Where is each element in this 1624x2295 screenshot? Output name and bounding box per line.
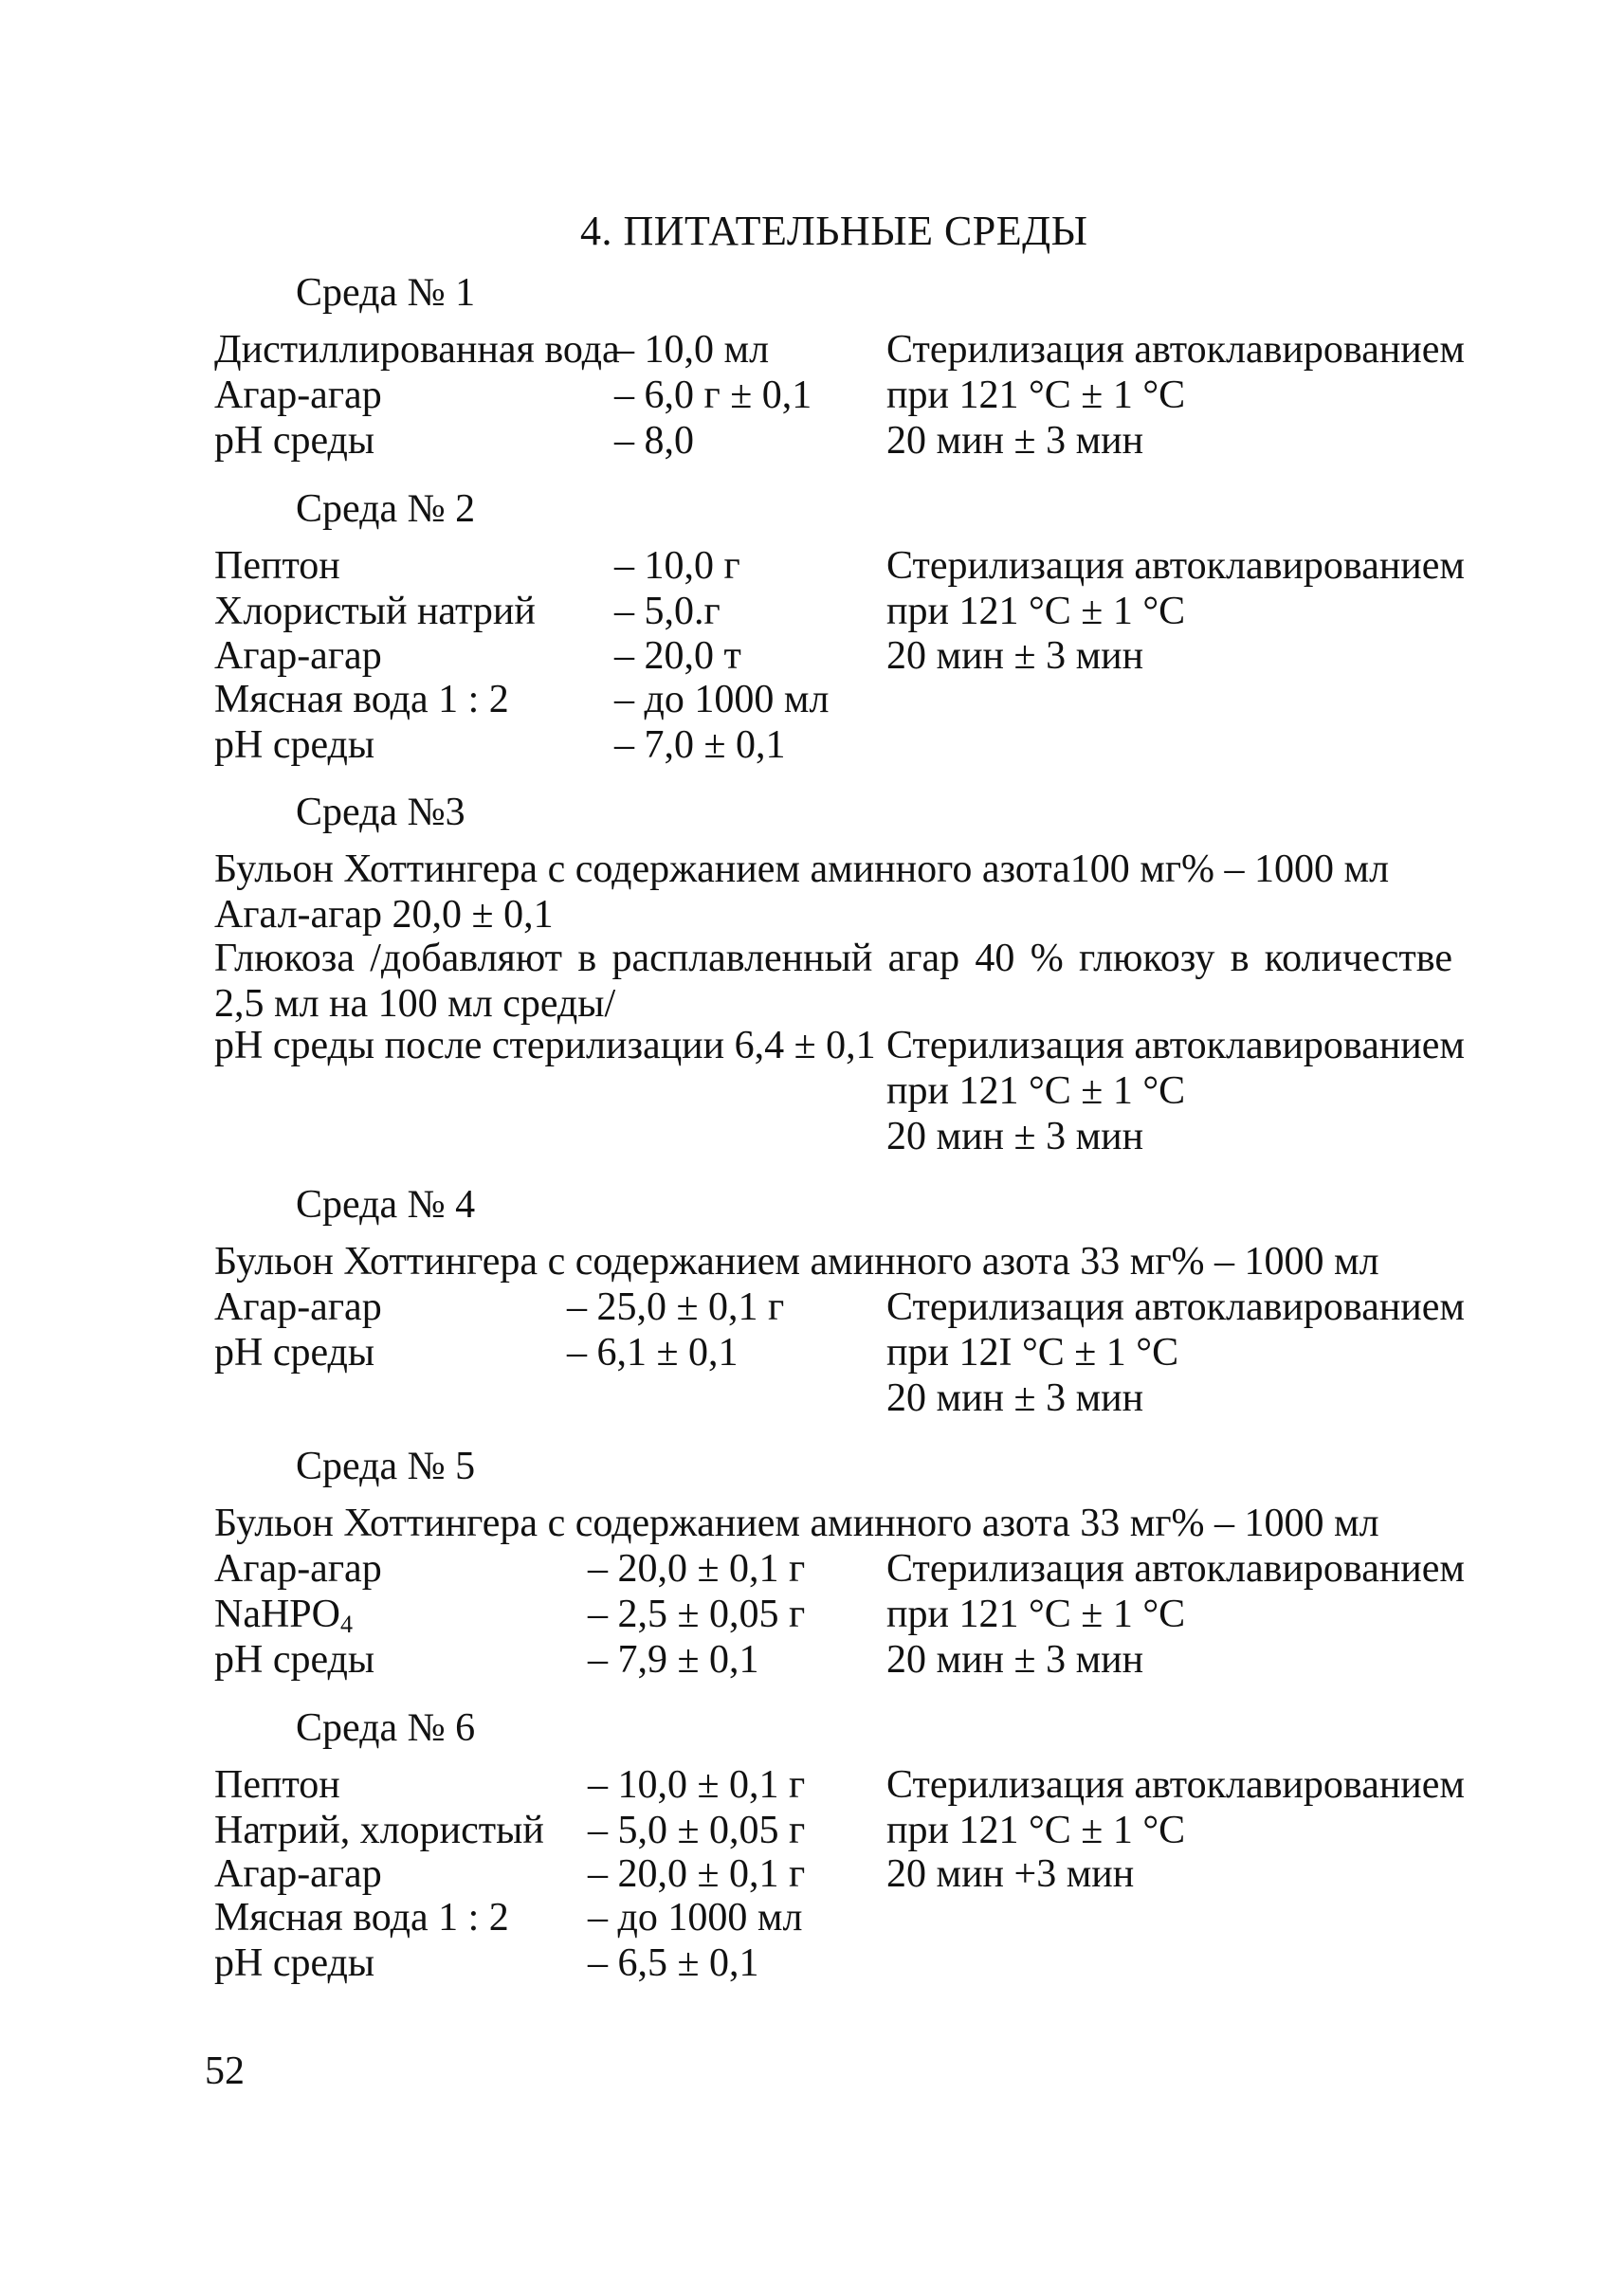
medium-6-amount: – 6,5 ± 0,1 [588,1941,759,1985]
medium-6-ingredient: pH среды [214,1941,375,1985]
medium-2-ingredient: pH среды [214,723,375,767]
medium-5-amount: – 20,0 ± 0,1 г [588,1547,806,1591]
sterilization-temperature: при 121 °С ± 1 °С [886,1593,1186,1636]
sterilization-temperature: при 12I °С ± 1 °С [886,1331,1179,1375]
page-number: 52 [205,2049,245,2093]
medium-2-amount: – 7,0 ± 0,1 [614,723,786,767]
medium-2-amount: – 20,0 т [614,634,741,678]
medium-5-line: Бульон Хоттингера с содержанием аминного азота 33 мг% – 1000 мл [214,1502,1379,1545]
sterilization-temperature: при 121 °С ± 1 °С [886,1069,1186,1113]
medium-2-ingredient: Хлористый натрий [214,590,536,633]
sterilization-method: Стерилизация автоклавированием [886,544,1466,588]
sterilization-time: 20 мин ± 3 мин [886,634,1144,678]
sterilization-time: 20 мин ± 3 мин [886,1115,1144,1158]
medium-3-line: Агал-агар 20,0 ± 0,1 [214,893,554,937]
formula-text: NaHPO [214,1593,340,1636]
sterilization-time: 20 мин ± 3 мин [886,419,1144,463]
medium-5-ingredient: pH среды [214,1638,375,1682]
medium-2-amount: – 10,0 г [614,544,740,588]
medium-4-line: Бульон Хоттингера с содержанием аминного азота 33 мг% – 1000 мл [214,1240,1379,1284]
sterilization-time: 20 мин ± 3 мин [886,1376,1144,1420]
medium-6-amount: – 20,0 ± 0,1 г [588,1852,806,1896]
medium-1-amount: – 10,0 мл [614,328,770,372]
sterilization-method: Стерилизация автоклавированием [886,1547,1466,1591]
sterilization-temperature: при 121 °С ± 1 °С [886,590,1186,633]
medium-3-line: Бульон Хоттингера с содержанием аминного азота100 мг% – 1000 мл [214,847,1390,891]
medium-6-ingredient: Пептон [214,1763,340,1807]
medium-3-line: pH среды после стерилизации 6,4 ± 0,1 [214,1024,876,1067]
sterilization-temperature: при 121 °С ± 1 °С [886,1809,1186,1852]
medium-4-heading: Среда № 4 [296,1183,476,1227]
medium-6-amount: – до 1000 мл [588,1896,803,1940]
sterilization-temperature: при 121 °С ± 1 °С [886,373,1186,417]
medium-2-amount: – 5,0.г [614,590,721,633]
medium-6-ingredient: Агар-агар [214,1852,382,1896]
medium-1-ingredient: pH среды [214,419,375,463]
medium-4-amount: – 6,1 ± 0,1 [567,1331,739,1375]
page-title: 4. ПИТАТЕЛЬНЫЕ СРЕДЫ [580,208,1088,254]
medium-5-amount: – 2,5 ± 0,05 г [588,1593,806,1636]
medium-1-amount: – 6,0 г ± 0,1 [614,373,812,417]
medium-5-ingredient [214,1593,353,1638]
medium-2-ingredient: Мясная вода 1 : 2 [214,678,509,721]
medium-2-amount: – до 1000 мл [614,678,830,721]
medium-1-ingredient: Агар-агар [214,373,382,417]
medium-4-ingredient: Агар-агар [214,1285,382,1329]
medium-2-heading: Среда № 2 [296,487,476,531]
sterilization-method: Стерилизация автоклавированием [886,1024,1466,1067]
medium-5-ingredient: Агар-агар [214,1547,382,1591]
medium-3-line: Глюкоза /добавляют в расплавленный агар 40 % глюкозу в количестве [214,937,1452,980]
sterilization-method: Стерилизация автоклавированием [886,1763,1466,1807]
medium-3-line: 2,5 мл на 100 мл среды/ [214,982,616,1026]
medium-6-amount: – 5,0 ± 0,05 г [588,1809,806,1852]
medium-1-heading: Среда № 1 [296,271,476,315]
sterilization-method: Стерилизация автоклавированием [886,328,1466,372]
medium-2-ingredient: Агар-агар [214,634,382,678]
medium-6-ingredient: Натрий, хлористый [214,1809,544,1852]
medium-6-amount: – 10,0 ± 0,1 г [588,1763,806,1807]
sterilization-method: Стерилизация автоклавированием [886,1285,1466,1329]
medium-6-heading: Среда № 6 [296,1706,476,1750]
medium-1-amount: – 8,0 [614,419,694,463]
medium-2-ingredient: Пептон [214,544,340,588]
sterilization-time: 20 мин +3 мин [886,1852,1135,1896]
medium-1-ingredient: Дистиллированная вода [214,328,620,372]
medium-4-amount: – 25,0 ± 0,1 г [567,1285,785,1329]
medium-5-amount: – 7,9 ± 0,1 [588,1638,759,1682]
medium-3-heading: Среда №3 [296,791,465,834]
medium-5-heading: Среда № 5 [296,1445,476,1488]
medium-6-ingredient: Мясная вода 1 : 2 [214,1896,509,1940]
formula-subscript: 4 [340,1611,353,1638]
sterilization-time: 20 мин ± 3 мин [886,1638,1144,1682]
medium-4-ingredient: pH среды [214,1331,375,1375]
